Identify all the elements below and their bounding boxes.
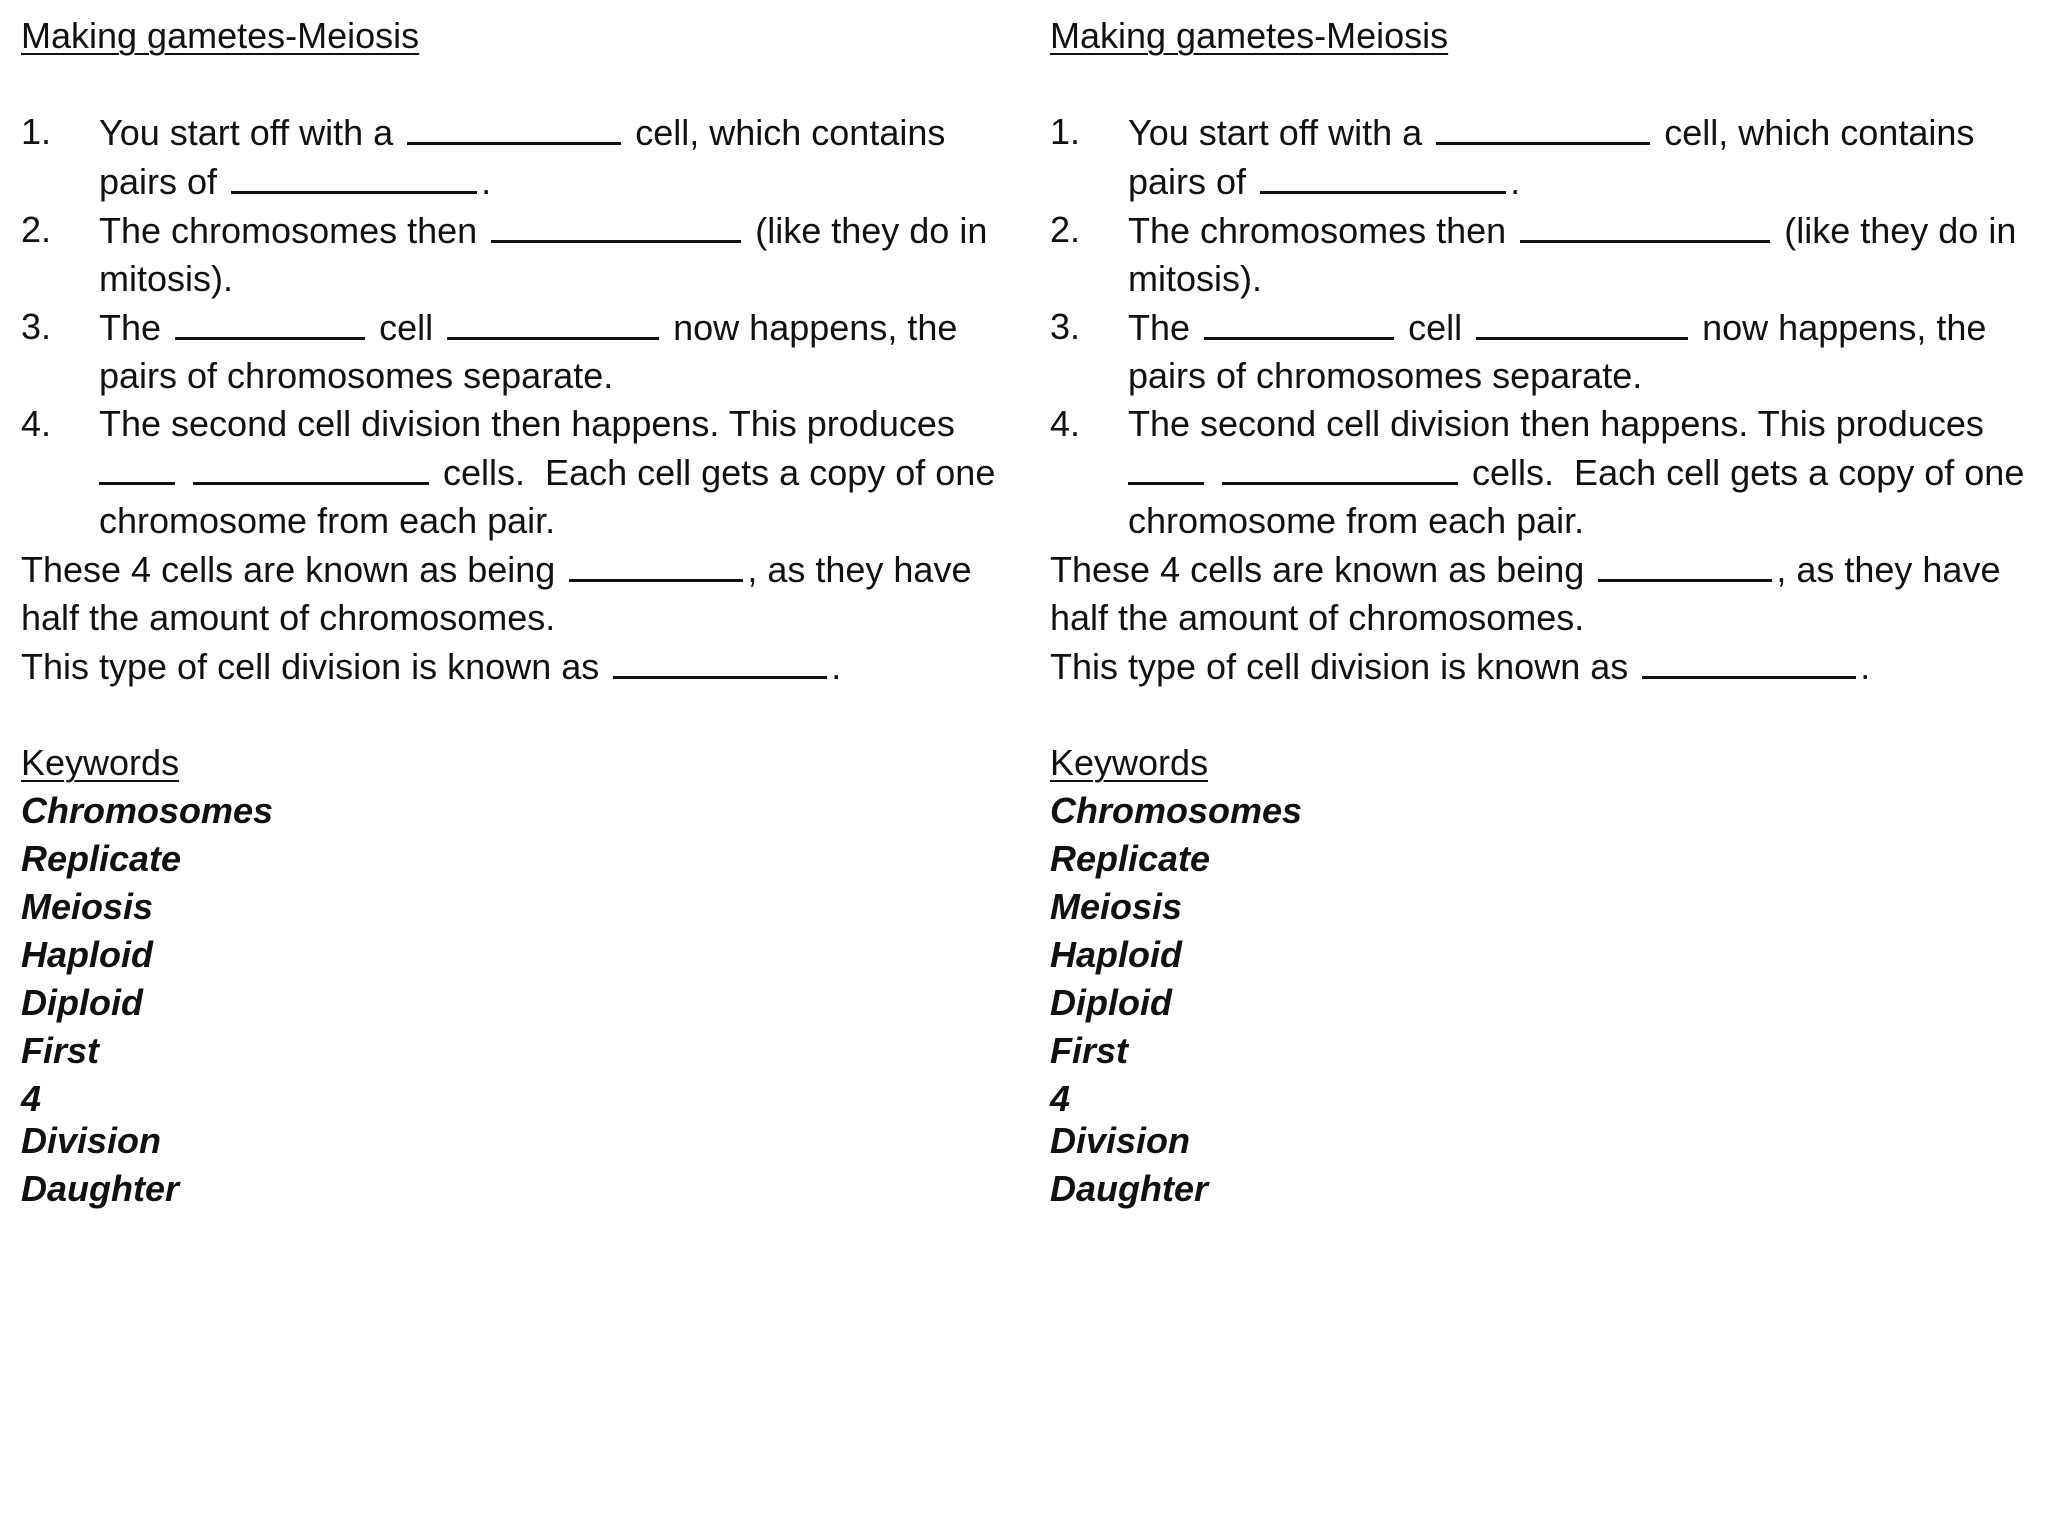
text-fragment: .	[1510, 161, 1521, 202]
step-1	[21, 108, 1011, 206]
keywords-list	[1050, 787, 2040, 1213]
step-4	[21, 400, 1011, 545]
keywords-heading: Keywords	[1050, 742, 1209, 783]
text-fragment: The second cell division then happens. This produces	[1128, 403, 1984, 444]
text-fragment: The chromosomes then	[99, 210, 478, 251]
step-3	[1050, 303, 2040, 400]
text-fragment: .	[831, 646, 842, 687]
step-number: 3.	[21, 306, 52, 347]
keyword-item: Meiosis	[1050, 886, 1183, 927]
answer-blank[interactable]	[231, 157, 477, 194]
answer-blank[interactable]	[1642, 642, 1856, 679]
answer-blank[interactable]	[1520, 206, 1770, 243]
text-fragment: The second cell division then happens. This produces	[99, 403, 955, 444]
step-4	[1050, 400, 2040, 545]
step-2	[1050, 206, 2040, 303]
text-fragment: pairs of	[1128, 161, 1247, 202]
text-fragment: These 4 cells are known as being	[21, 549, 556, 590]
answer-blank[interactable]	[1476, 303, 1688, 340]
keyword-item: 4	[1050, 1078, 1071, 1119]
step-text	[1128, 108, 2040, 206]
answer-blank[interactable]	[1436, 108, 1650, 145]
step-number: 1.	[21, 111, 52, 152]
keyword-item: First	[21, 1030, 100, 1071]
keyword-item: Division	[1050, 1120, 1191, 1161]
step-3	[21, 303, 1011, 400]
steps-list	[21, 108, 1011, 545]
text-fragment: mitosis).	[1128, 258, 1262, 299]
answer-blank[interactable]	[1128, 448, 1204, 485]
keyword-item: Diploid	[21, 982, 143, 1023]
text-fragment: cell	[379, 307, 434, 348]
text-fragment: now happens, the	[1702, 307, 1987, 348]
text-fragment: You start off with a	[1128, 112, 1423, 153]
text-fragment: , as they have	[747, 549, 972, 590]
spacer	[1050, 60, 2040, 108]
text-fragment: , as they have	[1776, 549, 2001, 590]
text-fragment: The chromosomes then	[1128, 210, 1507, 251]
paragraph-division-type	[1050, 642, 2040, 691]
step-number: 4.	[1050, 403, 1081, 444]
text-fragment: These 4 cells are known as being	[1050, 549, 1585, 590]
text-fragment: This type of cell division is known as	[21, 646, 600, 687]
step-number: 2.	[21, 209, 52, 250]
keyword-item: Haploid	[21, 934, 153, 975]
keyword-item: Chromosomes	[21, 790, 274, 831]
step-text	[99, 108, 1011, 206]
keyword-item: Replicate	[21, 838, 182, 879]
keyword-item: Daughter	[21, 1168, 180, 1209]
text-fragment: chromosome from each pair.	[1128, 500, 1585, 541]
step-number: 3.	[1050, 306, 1081, 347]
text-fragment: cell, which contains	[1664, 112, 1975, 153]
text-fragment: mitosis).	[99, 258, 233, 299]
step-text	[1128, 400, 2040, 545]
text-fragment: cells. Each cell gets a copy of one	[443, 452, 996, 493]
answer-blank[interactable]	[407, 108, 621, 145]
steps-list	[1050, 108, 2040, 545]
worksheet-right	[1050, 12, 2040, 1213]
text-fragment: (like they do in	[755, 210, 988, 251]
text-fragment: cell, which contains	[635, 112, 946, 153]
answer-blank[interactable]	[193, 448, 429, 485]
text-fragment: pairs of chromosomes separate.	[1128, 355, 1643, 396]
keyword-item: Chromosomes	[1050, 790, 1303, 831]
text-fragment: You start off with a	[99, 112, 394, 153]
worksheet-title: Making gametes-Meiosis	[1050, 15, 1449, 56]
keyword-item: Division	[21, 1120, 162, 1161]
step-number: 1.	[1050, 111, 1081, 152]
text-fragment: .	[1860, 646, 1871, 687]
text-fragment: This type of cell division is known as	[1050, 646, 1629, 687]
keywords-heading: Keywords	[21, 742, 180, 783]
text-fragment: (like they do in	[1784, 210, 2017, 251]
keyword-item: Diploid	[1050, 982, 1172, 1023]
step-text	[99, 206, 1011, 303]
answer-blank[interactable]	[1598, 545, 1772, 582]
spacer	[21, 60, 1011, 108]
answer-blank[interactable]	[569, 545, 743, 582]
text-fragment: .	[481, 161, 492, 202]
text-fragment: The	[1128, 307, 1191, 348]
answer-blank[interactable]	[1204, 303, 1394, 340]
text-fragment: cell	[1408, 307, 1463, 348]
answer-blank[interactable]	[613, 642, 827, 679]
worksheet-title: Making gametes-Meiosis	[21, 15, 420, 56]
spacer	[1050, 691, 2040, 739]
text-fragment: pairs of chromosomes separate.	[99, 355, 614, 396]
keyword-item: Meiosis	[21, 886, 154, 927]
answer-blank[interactable]	[99, 448, 175, 485]
step-2	[21, 206, 1011, 303]
spacer	[21, 691, 1011, 739]
text-fragment: now happens, the	[673, 307, 958, 348]
paragraph-haploid	[1050, 545, 2040, 642]
text-fragment: pairs of	[99, 161, 218, 202]
keyword-item: Haploid	[1050, 934, 1182, 975]
paragraph-haploid	[21, 545, 1011, 642]
text-fragment: The	[99, 307, 162, 348]
answer-blank[interactable]	[447, 303, 659, 340]
text-fragment: half the amount of chromosomes.	[1050, 597, 1585, 638]
keyword-item: 4	[21, 1078, 42, 1119]
paragraph-division-type	[21, 642, 1011, 691]
step-text	[99, 303, 1011, 400]
text-fragment: half the amount of chromosomes.	[21, 597, 556, 638]
answer-blank[interactable]	[491, 206, 741, 243]
answer-blank[interactable]	[1260, 157, 1506, 194]
text-fragment: chromosome from each pair.	[99, 500, 556, 541]
keyword-item: Daughter	[1050, 1168, 1209, 1209]
text-fragment: cells. Each cell gets a copy of one	[1472, 452, 2025, 493]
answer-blank[interactable]	[1222, 448, 1458, 485]
worksheet-left	[21, 12, 1011, 1213]
answer-blank[interactable]	[175, 303, 365, 340]
step-number: 4.	[21, 403, 52, 444]
keyword-item: First	[1050, 1030, 1129, 1071]
step-text	[1128, 303, 2040, 400]
step-text	[99, 400, 1011, 545]
step-text	[1128, 206, 2040, 303]
keywords-list	[21, 787, 1011, 1213]
keyword-item: Replicate	[1050, 838, 1211, 879]
step-1	[1050, 108, 2040, 206]
step-number: 2.	[1050, 209, 1081, 250]
